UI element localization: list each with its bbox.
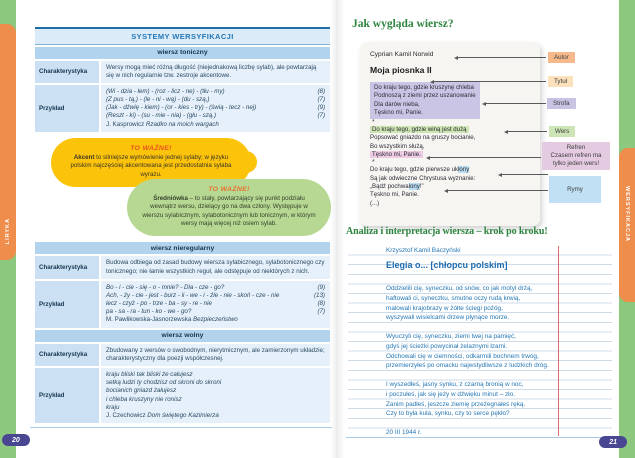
table-row (35, 368, 330, 423)
poem-attribution: J. Czechowicz Dom świętego Kazimierza (106, 411, 219, 419)
book-edge-right (619, 0, 635, 458)
row-label-przyklad: Przykład (35, 85, 99, 132)
stanza-highlight (370, 82, 480, 119)
poem-line-verse: Do kraju tego, gdzie winą jest dużą (372, 126, 467, 134)
poem-line: haftowali ci, syneczku, smutne oczy rudą krwią, (386, 294, 521, 302)
band-wiersz-toniczny: wiersz toniczny (35, 47, 330, 59)
poem-line: Popsować gniazdo na gruszy bocianie, (370, 134, 476, 142)
row-label-charakterystyka: Charakterystyka (35, 256, 99, 278)
label-autor: Autor (548, 52, 575, 63)
poem-line: Wyuczyli cię, syneczku, ziemi twej na pamięć, (386, 333, 516, 341)
page-right (336, 0, 619, 458)
table-row (35, 85, 330, 132)
footer-rule (30, 427, 332, 428)
footer-rule (346, 437, 617, 438)
poem-line: wyszywali wisielcami drzew płynące morze. (386, 314, 510, 322)
poem-line: Zanim padłeś, jeszcze ziemię przeżegnałeś ręką. (386, 400, 526, 408)
row-label-charakterystyka: Charakterystyka (35, 344, 99, 366)
poem-line: Odchowali cię w ciemności, odkarmili bochnem trwóg, (386, 352, 539, 360)
poem-line: Podnoszą z ziemi przez uszanowanie (374, 92, 476, 100)
syllable-line: (Z pus - tą,) - (le - ni - wą) - (du - szą,) (7) (106, 96, 325, 104)
page-number-right: 21 (599, 436, 627, 448)
notebook-stanza (386, 380, 602, 418)
wolny-characteristic: Zbudowany z wersów o swobodnym, nierytmicznym, ale zamierzonym układzie; charakterystyczny dla poezji współczesnej. (101, 344, 330, 366)
poem-title: Moja piosnka II (370, 65, 432, 75)
section-tab-right-label: WERSYFIKACJA (624, 186, 630, 243)
arrow-autor (458, 57, 546, 58)
notebook-paper (348, 246, 612, 436)
poem-line: przemierzyłeś po omacku najwstydliwsze z ludzkich dróg. (386, 362, 549, 370)
arrow-tytul (434, 81, 546, 82)
wolny-example (101, 368, 330, 423)
poem-line: Tęskno mi, Panie. (370, 191, 419, 199)
heading-jak-wyglada-wiersz: Jak wygląda wiersz? (352, 18, 454, 30)
label-rymy: Rymy (549, 176, 601, 203)
arrow-strofa (486, 103, 546, 104)
poem-attribution: M. Pawlikowska-Jasnorzewska Bezpieczeństwo (106, 316, 238, 324)
nieregularny-example (101, 281, 330, 328)
stanza-separator: * (372, 119, 375, 127)
poem-line: Oddzielili cię, syneczku, od snów, co jak motyl drżą, (386, 285, 533, 293)
row-label-przyklad: Przykład (35, 281, 99, 328)
poem-line: setką ludzi ty chodzisz od skroni do skroni (106, 379, 222, 387)
poem-line: Dla darów nieba, (374, 100, 420, 108)
poem-line-rhyme: „Bądź pochwalony!” (370, 182, 424, 190)
arrow-refren (430, 157, 541, 158)
notebook-poem-title: Elegia o... [chłopcu polskim] (386, 259, 508, 270)
syllable-line: Bo - i - cie - się - o - mnie? - Dla - cze - go? (9) (106, 283, 325, 291)
notebook-content (386, 246, 602, 438)
syllable-line: (Jak - dźwię - kiem) - (or - kies - try) - (świą - tecz - nej) (9) (106, 104, 325, 112)
arrow-rymy-2 (448, 190, 548, 191)
stanza-separator: * (372, 159, 375, 167)
table-row (35, 281, 330, 328)
label-refren-title: Refren (566, 144, 586, 151)
poem-line: Tęskno mi, Panie. (374, 108, 423, 116)
book-edge-left (0, 0, 16, 458)
poem-line: i poczułeś, jak się jeży w dźwięku minut – zło. (386, 390, 515, 398)
poem-line: Czy to była kula, synku, czy to serce pękło? (386, 410, 510, 418)
band-wiersz-nieregularny: wiersz nieregularny (35, 242, 330, 254)
notebook-author: Krzysztof Kamil Baczyński (386, 247, 461, 254)
nieregularny-characteristic: Budowa odbiega od zasad budowy wiersza sylabicznego, sylabotonicznego czy tonicznego; nie łamie wszystkich reguł, ale odstępuje od niektórych z nich. (101, 256, 330, 278)
row-label-charakterystyka: Charakterystyka (35, 61, 99, 83)
poem-line: malowali krajobrazy w żółte ściegi pożóg, (386, 304, 503, 312)
poem-line: kraju bliski tak bliski że całujesz (106, 371, 193, 379)
label-refren (542, 142, 610, 170)
syllable-line: lecz - czyż - po - trze - ba - sy - re - nie (8) (106, 300, 325, 308)
poem-author: Cyprian Kamil Norwid (370, 51, 434, 58)
label-refren-note: Czasem refren ma tylko jeden wers! (550, 152, 602, 168)
toniczny-characteristic: Wersy mogą mieć różną długość (niejednakową liczbę sylab), ale powtarzają się w nich regularnie tzw. zestroje akcentowe. (101, 61, 330, 83)
notebook-stanza (386, 284, 602, 322)
syllable-line: (Reszt - ki) - (su - mie - nia) - (głu - szą.) (7) (106, 112, 325, 120)
arrow-wers (508, 131, 547, 132)
poem-line: kraju (106, 403, 120, 411)
syllable-line: Ach, - ży - cie - jest - burz - li - we - i - źle - nie - skoń - cze - nie (13) (106, 291, 325, 299)
notebook-stanza (386, 332, 602, 370)
poem-line: I wyszedłeś, jasny synku, z czarną bronią w noc, (386, 381, 524, 389)
section-tab-right (619, 148, 635, 302)
section-tab-left-label: LIRYKA (5, 217, 11, 244)
page-number-left: 20 (2, 434, 30, 446)
heading-analiza-i-interpretacja: Analiza i interpretacja wiersza – krok po kroku! (346, 226, 548, 237)
poem-line: gdyś jej ścieżki powycinał żelaznymi łzami. (386, 342, 508, 350)
poem-line-refrain: Tęskno mi, Panie. (372, 151, 421, 159)
syllable-line: pa - sa - ra - tun - ko - we - go? (7) (106, 308, 325, 316)
label-tytul: Tytuł (548, 76, 573, 87)
poem-line: Do kraju tego, gdzie kruszynę chleba (374, 84, 474, 91)
callout-body: Średniówka – to stały, powtarzający się punkt podziału wewnątrz wersu, dzielący go na dwa człony. Występuje w wierszu sylabicznym, sylabotonicznym lub tonicznym, w którym wersy mają więcej niż osiem sylab. (142, 194, 316, 227)
syllable-line: (Wi - dzia - łem) - (roz - licz - ne) - (tłu - my) (8) (106, 87, 325, 95)
callout-heading: TO WAŻNE! (130, 144, 172, 152)
page-left (12, 0, 336, 458)
label-strofa: Strofa (547, 98, 576, 109)
band-wiersz-wolny: wiersz wolny (35, 330, 330, 342)
section-tab-left (0, 24, 16, 260)
table-row (35, 344, 330, 366)
notebook-date: 20 III 1944 r. (386, 429, 422, 437)
poem-card (360, 42, 540, 226)
label-wers: Wers (549, 126, 575, 137)
poem-line: i chleba kruszyny nie ronisz (106, 395, 182, 403)
poem-line: bocianich gniazd żałujesz (106, 387, 177, 395)
versification-table-title: SYSTEMY WERSYFIKACJI (35, 27, 330, 45)
poem-line: Bo wszystkim służą, (370, 142, 425, 150)
callout-body: Akcent to silniejsze wymówienie jednej sylaby; w języku polskim najczęściej akcentowana jest przedostatnia sylaba wyrazu. (70, 153, 232, 178)
table-row (35, 256, 330, 278)
callout-heading: TO WAŻNE! (208, 185, 250, 193)
toniczny-example (101, 85, 330, 132)
poem-attribution: J. Kasprowicz Rzadko na moich wargach (106, 120, 219, 128)
arrow-rymy-1 (502, 174, 548, 175)
row-label-przyklad: Przykład (35, 368, 99, 423)
table-row (35, 61, 330, 83)
poem-line-rhyme: Do kraju tego, gdzie pierwsze ukłony (370, 166, 470, 174)
poem-line: Są jak odwieczne Chrystusa wyznanie: (370, 174, 476, 182)
callout-sredniowka (127, 179, 331, 236)
poem-ellipsis: (...) (370, 199, 380, 207)
